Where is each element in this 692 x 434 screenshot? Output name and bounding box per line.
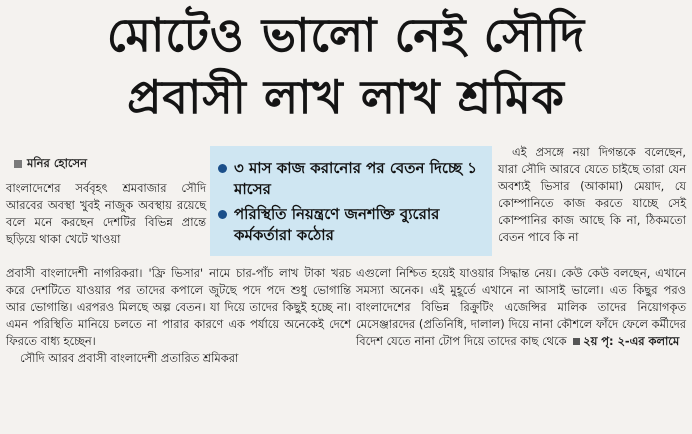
bullet-icon [218,210,227,219]
article-column-right-top [498,144,686,246]
highlight-item [218,204,483,246]
paragraph: বাংলাদেশের সর্ববৃহৎ শ্রমবাজার সৌদি আরবের অবস্থা খুবই নাজুক অবস্থায় রয়েছে বলে মনে করছেন দেশটির বিভিন্ন প্রান্তে ছড়িয়ে থাকা খেটে খাওয়া [6,181,206,246]
paragraph: এই প্রসঙ্গে নয়া দিগন্তকে বলেছেন, যারা সৌদি আরবে যেতে চাইছে তারা যেন অবশ্যই ভিসার (আকামা) মেয়াদ, যে কোম্পানিতে কাজ করতে যাচ্ছে সেই কোম্পানির কাজ আছে কি না, ঠিকমতো বেতন পাবে কি না [498,145,686,244]
continuation-square-icon [573,338,580,345]
bullet-icon [218,164,227,173]
paragraph: সৌদি আরব প্রবাসী বাংলাদেশী প্রতারিত শ্রমিকরা [20,351,239,365]
byline-author: মনির হোসেন [27,156,87,170]
article-column-left-bottom [6,265,351,367]
paragraph: প্রবাসী বাংলাদেশী নাগরিকরা। 'ফ্রি ভিসার' নামে চার-পাঁচ লাখ টাকা খরচ করে দেশটিতে যাওয়ার পর তাদের কপালে জুটছে পদে পদে শুধু ভোগান্তি আর ভোগান্তি। এরপরও মিলছে অল্প বেতন। যা দিয়ে তাদের কিছুই হচ্ছে না। এমন পরিস্থিতি মানিয়ে চলতে না পারার কারণে এক পর্যায়ে অনেকেই দেশে ফিরতে বাধ্য হচ্ছেন। [6,266,351,348]
paragraph [356,265,686,350]
headline [0,4,692,128]
article-column-mid-bottom [356,265,686,350]
paragraph-text: এগুলো নিশ্চিত হয়েই যাওয়ার সিদ্ধান্ত নেয়। কেউ কেউ বলছেন, এখানে সমস্যা অনেক। এই মুহূর্তে এখানে না আসাই ভালো। এত কিছুর পরও বাংলাদেশের বিভিন্ন রিক্রুটিং এজেন্সির মালিক তাদের নিয়োগকৃত মেসেঞ্জারদের (প্রতিনিধি, দালাল) দিয়ে নানা কৌশলে ফাঁদে ফেলে কর্মীদের বিদেশ যেতে নানা টোপ দিয়ে তাদের কাছ থেকে [356,266,686,348]
highlight-box [210,146,492,256]
byline-square-icon [14,160,22,168]
highlight-text: ৩ মাস কাজ করানোর পর বেতন দিচ্ছে ১ মাসের [234,159,478,198]
headline-line-1: মোটেও ভালো নেই সৌদি [106,8,586,62]
highlight-item [218,158,483,200]
continuation-text: ২য় পৃ: ২-এর কলামে [583,334,680,348]
headline-line-2: প্রবাসী লাখ লাখ শ্রমিক [127,70,565,124]
continuation-note[interactable] [570,334,679,348]
byline [14,155,87,174]
article-column-left-top [6,180,206,248]
highlight-text: পরিস্থিতি নিয়ন্ত্রণে জনশক্তি ব্যুরোর কর্মকর্তারা কঠোর [234,205,440,244]
